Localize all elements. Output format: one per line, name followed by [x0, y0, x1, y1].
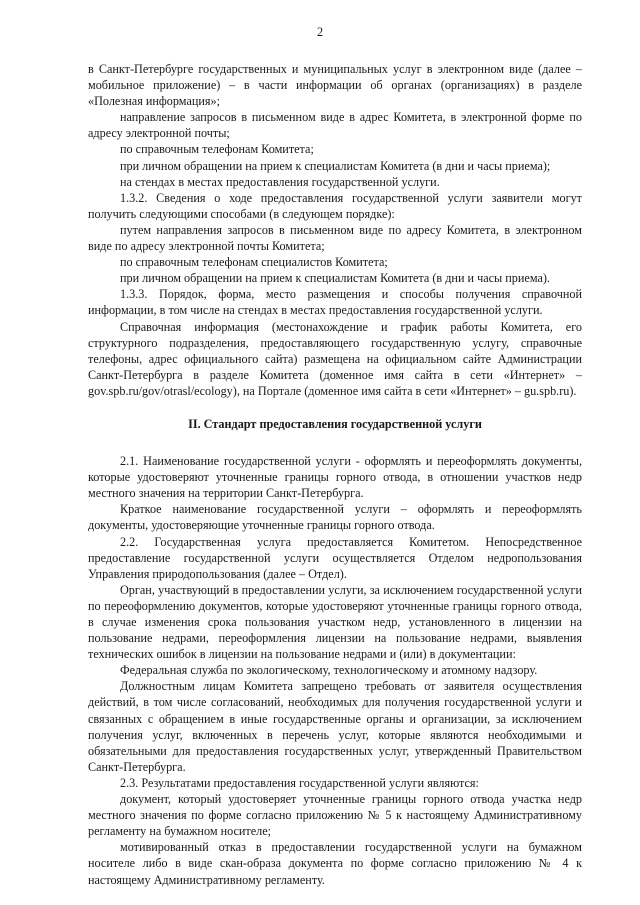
paragraph: 1.3.3. Порядок, форма, место размещения и способы получения справочной информации, в том числе на стендах в местах предоставления государственной услуги.: [88, 287, 582, 318]
paragraph: при личном обращении на прием к специалистам Комитета (в дни и часы приема);: [120, 158, 551, 173]
paragraph: путем направления запросов в письменном виде по адресу Комитета, в электронном виде по адресу электронной почты Комитета;: [88, 222, 582, 254]
paragraph: 2.1. Наименование государственной услуги - оформлять и переоформлять документы, которые удостоверяют уточненные границы горного отвода, в отношении участков недр местного значения на территории Санкт-Петербурга.: [88, 454, 582, 501]
paragraph: документ, который удостоверяет уточненные границы горного отвода участка недр местного значения по форме согласно приложению № 5 к настоящему Административному регламенту на бумажном носителе;: [88, 792, 582, 839]
paragraph: по справочным телефонам специалистов Комитета;: [120, 255, 388, 270]
paragraph: при личном обращении на прием к специалистам Комитета (в дни и часы приема).: [120, 271, 550, 286]
paragraph: направление запросов в письменном виде в адрес Комитета, в электронной форме по адресу электронной почты;: [88, 110, 582, 141]
page-number: 2: [316, 25, 324, 39]
paragraph: Краткое наименование государственной услуги – оформлять и переоформлять документы, удостоверяющие уточненные границы горного отвода.: [88, 502, 582, 533]
paragraph: Федеральная служба по экологическому, технологическому и атомному надзору.: [120, 663, 538, 678]
paragraph: Орган, участвующий в предоставлении услуги, за исключением государственной услуги по переоформлению документов, которые удостоверяют уточненные границы горного отвода, в случае изменения срока пользования участком недр, установленного в лицензии на пользование недрами, переоформления лицензии на пользование недрами, выявления технических ошибок в лицензии на пользование недрами и (или) в документации:: [88, 582, 582, 662]
paragraph: Справочная информация (местонахождение и график работы Комитета, его структурного подразделения, предоставляющего государственную услугу, справочные телефоны, адрес официального сайта) размещена на официальном сайте Администрации Санкт-Петербурга в разделе Комитета (доменное имя сайта в сети «Интернет» – gov.spb.ru/gov/otrasl/ecology), на Портале (доменное имя сайта в сети «Интернет» – gu.spb.ru).: [88, 319, 582, 398]
paragraph: мотивированный отказ в предоставлении государственной услуги на бумажном носителе либо в виде скан-образа документа по форме согласно приложению № 4 к настоящему Административному регламенту.: [88, 840, 582, 887]
paragraph: 1.3.2. Сведения о ходе предоставления государственной услуги заявители могут получить следующими способами (в следующем порядке):: [88, 190, 582, 221]
paragraph: 2.2. Государственная услуга предоставляется Комитетом. Непосредственное предоставление государственной услуги осуществляется Отделом недропользования Управления природопользования (далее – Отдел).: [88, 534, 582, 581]
paragraph: на стендах в местах предоставления государственной услуги.: [120, 174, 440, 189]
paragraph: 2.3. Результатами предоставления государственной услуги являются:: [120, 775, 479, 790]
paragraph: по справочным телефонам Комитета;: [120, 142, 314, 157]
paragraph: Должностным лицам Комитета запрещено требовать от заявителя осуществления действий, в том числе согласований, необходимых для получения государственной услуги и связанных с обращением в иные государственные органы и организации, за исключением получения услуг, включенных в перечень услуг, которые являются необходимыми и обязательными для предоставления государственных услуг, утвержденный Правительством Санкт-Петербурга.: [88, 679, 582, 774]
section-heading: II. Стандарт предоставления государственной услуги: [188, 416, 482, 431]
paragraph: в Санкт-Петербурге государственных и муниципальных услуг в электронном виде (далее – мобильное приложение) – в части информации об органах (организациях) в разделе «Полезная информация»;: [88, 62, 582, 109]
document-body: [88, 61, 582, 888]
